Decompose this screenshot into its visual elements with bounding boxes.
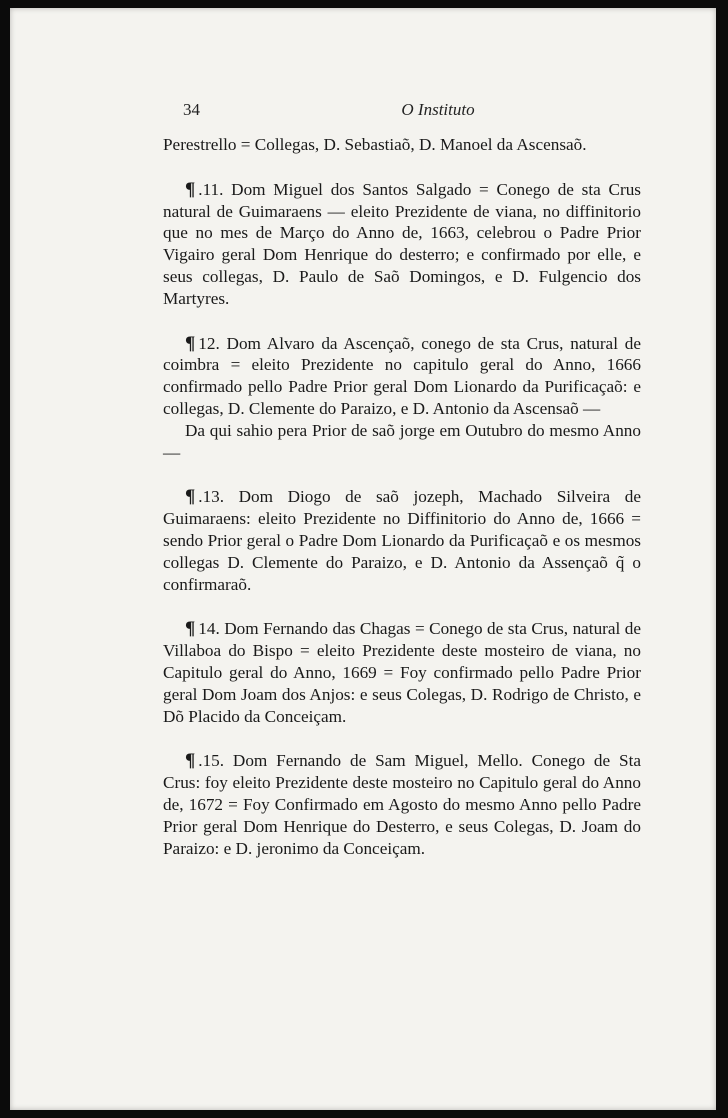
running-title: O Instituto — [401, 100, 475, 119]
paragraph — [163, 486, 641, 595]
pilcrow-icon: ¶ — [185, 178, 195, 200]
paragraph-text: .13. Dom Diogo de saõ jozeph, Machado Silveira de Guimaraens: eleito Prezidente no Diffinitorio do Anno de, 1666 = sendo Prior geral o Padre Dom Lionardo da Purificaçaõ e os mesmos collegas D. Clemente do Paraizo, e D. Antonio da Assençaõ q̃ o confirmaraõ. — [163, 487, 641, 594]
pilcrow-icon: ¶ — [185, 332, 195, 354]
paragraph-text: Perestrello = Collegas, D. Sebastiaõ, D. Manoel da Ascensaõ. — [163, 135, 587, 154]
paragraph-text: 14. Dom Fernando das Chagas = Conego de sta Crus, natural de Villaboa do Bispo = eleito Prezidente deste mosteiro de viana, no Capitulo geral do Anno, 1669 = Foy confirmado pello Padre Prior geral Dom Joam dos Anjos: e seus Colegas, D. Rodrigo de Christo, e Dõ Placido da Conceiçam. — [163, 619, 641, 726]
pilcrow-icon: ¶ — [185, 618, 195, 640]
paragraph — [163, 134, 641, 156]
paragraph — [163, 618, 641, 727]
paragraph-text: 12. Dom Alvaro da Ascençaõ, conego de sta Crus, natural de coimbra = eleito Prezidente no capitulo geral do Anno, 1666 confirmado pello Padre Prior geral Dom Lionardo da Purificaçaõ: e collegas, D. Clemente do Paraizo, e D. Antonio da Ascensaõ — — [163, 333, 641, 418]
paragraph-text: .15. Dom Fernando de Sam Miguel, Mello. Conego de Sta Crus: foy eleito Prezidente deste mosteiro no Capitulo geral do Anno de, 1672 = Foy Confirmado em Agosto do mesmo Anno pello Padre Prior geral Dom Henrique do Desterro, e seus Colegas, D. Joam do Paraizo: e D. jeronimo da Conceiçam. — [163, 751, 641, 858]
paragraph — [163, 420, 641, 464]
pilcrow-icon: ¶ — [185, 750, 195, 772]
pilcrow-icon: ¶ — [185, 486, 195, 508]
paragraph — [163, 333, 641, 420]
paragraph — [163, 750, 641, 859]
page-header — [183, 100, 653, 122]
paragraph-text: .11. Dom Miguel dos Santos Salgado = Conego de sta Crus natural de Guimaraens — eleito Prezidente de viana, no diffinitorio que no mes de Março do Anno de, 1663, celebrou o Padre Prior Vigairo geral Dom Henrique do desterro; e confirmado por elle, e seus collegas, D. Paulo de Saõ Domingos, e D. Fulgencio dos Martyres. — [163, 179, 641, 308]
paragraph — [163, 179, 641, 310]
body-text — [163, 134, 641, 882]
paragraph-text: Da qui sahio pera Prior de saõ jorge em Outubro do mesmo Anno — — [163, 420, 641, 462]
page-number: 34 — [183, 100, 200, 119]
